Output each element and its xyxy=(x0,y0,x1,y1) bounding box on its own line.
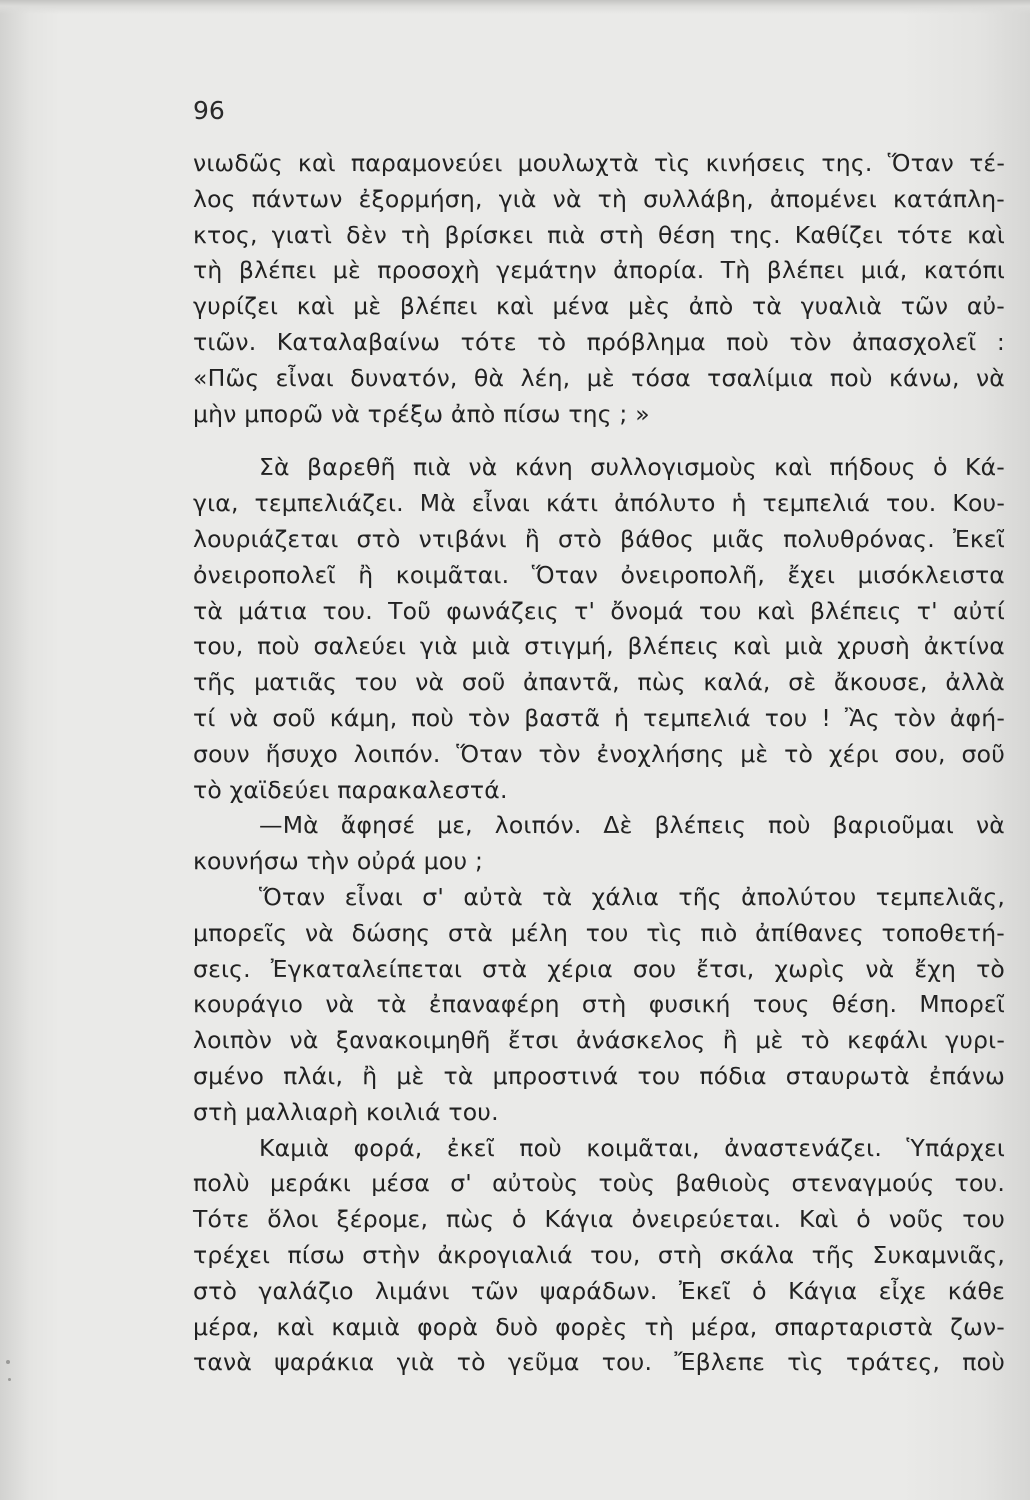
scan-fleck xyxy=(6,1360,10,1364)
text-line: γυρίζει καὶ μὲ βλέπει καὶ μένα μὲς ἀπὸ τὰ γυαλιὰ τῶν αὐ- xyxy=(193,292,1005,321)
text-line: σουν ἥσυχο λοιπόν. Ὅταν τὸν ἐνοχλήσης μὲ τὸ χέρι σου, σοῦ xyxy=(193,739,1005,768)
text-line: τὰ μάτια του. Τοῦ φωνάζεις τ' ὄνομά του καὶ βλέπεις τ' αὐτί xyxy=(193,596,1005,625)
text-line: τὴ βλέπει μὲ προσοχὴ γεμάτην ἀπορία. Τὴ βλέπει μιά, κατόπι xyxy=(193,256,1005,285)
text-line: μπορεῖς νὰ δώσης στὰ μέλη του τὶς πιὸ ἀπίθανες τοποθετή- xyxy=(193,918,1005,947)
text-line: για, τεμπελιάζει. Μὰ εἶναι κάτι ἀπόλυτο ἡ τεμπελιά του. Κου- xyxy=(193,489,1005,518)
text-line: σεις. Ἐγκαταλείπεται στὰ χέρια σου ἔτσι, χωρὶς νὰ ἔχη τὸ xyxy=(193,954,1005,983)
body-text xyxy=(193,146,1005,1381)
text-line: του, ποὺ σαλεύει γιὰ μιὰ στιγμή, βλέπεις καὶ μιὰ χρυσὴ ἀκτίνα xyxy=(193,632,1005,661)
text-line: νιωδῶς καὶ παραμονεύει μουλωχτὰ τὶς κινήσεις της. Ὅταν τέ- xyxy=(193,149,1005,177)
paragraph xyxy=(193,146,1005,432)
text-line: μὴν μπορῶ νὰ τρέξω ἀπὸ πίσω της ; » xyxy=(193,399,650,428)
text-line: τρέχει πίσω στὴν ἀκρογιαλιά του, στὴ σκάλα τῆς Συκαμνιᾶς, xyxy=(193,1240,1005,1269)
text-line: στὴ μαλλιαρὴ κοιλιά του. xyxy=(193,1097,499,1126)
scan-top-edge xyxy=(0,0,1030,14)
text-line: ὀνειροπολεῖ ἢ κοιμᾶται. Ὅταν ὀνειροπολῆ, ἔχει μισόκλειστα xyxy=(193,560,1005,589)
text-line: πολὺ μεράκι μέσα σ' αὐτοὺς τοὺς βαθιοὺς στεναγμούς του. xyxy=(193,1169,1005,1198)
page-number: 96 xyxy=(193,96,225,125)
dialogue-paragraph xyxy=(193,808,1005,880)
text-line: κουνήσω τὴν οὐρά μου ; xyxy=(193,847,484,876)
text-line: σμένο πλάι, ἢ μὲ τὰ μπροστινά του πόδια σταυρωτὰ ἐπάνω xyxy=(193,1061,1005,1090)
text-line: Σὰ βαρεθῆ πιὰ νὰ κάνη συλλογισμοὺς καὶ πήδους ὁ Κά- xyxy=(259,453,1005,482)
text-line: λος πάντων ἐξορμήση, γιὰ νὰ τὴ συλλάβη, ἀπομένει κατάπλη- xyxy=(193,184,1005,213)
text-line: λοιπὸν νὰ ξανακοιμηθῆ ἔτσι ἀνάσκελος ἢ μὲ τὸ κεφάλι γυρι- xyxy=(193,1026,1005,1055)
text-line: μέρα, καὶ καμιὰ φορὰ δυὸ φορὲς τὴ μέρα, σπαρταριστὰ ζων- xyxy=(193,1312,1005,1341)
text-line: Ὅταν εἶναι σ' αὐτὰ τὰ χάλια τῆς ἀπολύτου τεμπελιᾶς, xyxy=(259,882,1005,911)
scan-fleck xyxy=(8,1378,11,1381)
text-line: τανὰ ψαράκια γιὰ τὸ γεῦμα του. Ἔβλεπε τὶς τράτες, ποὺ xyxy=(193,1348,1005,1377)
text-line: τί νὰ σοῦ κάμη, ποὺ τὸν βαστᾶ ἡ τεμπελιά του ! Ἂς τὸν ἀφή- xyxy=(193,703,1005,732)
paragraph-gap xyxy=(193,432,1005,450)
text-line: τῆς ματιᾶς του νὰ σοῦ ἀπαντᾶ, πὼς καλά, σὲ ἄκουσε, ἀλλὰ xyxy=(193,668,1005,697)
text-line: κουράγιο νὰ τὰ ἐπαναφέρη στὴ φυσική τους θέση. Μπορεῖ xyxy=(193,990,1005,1019)
text-line: λουριάζεται στὸ ντιβάνι ἢ στὸ βάθος μιᾶς πολυθρόνας. Ἐκεῖ xyxy=(193,524,1005,553)
text-line: στὸ γαλάζιο λιμάνι τῶν ψαράδων. Ἐκεῖ ὁ Κάγια εἶχε κάθε xyxy=(193,1276,1005,1305)
text-line: κτος, γιατὶ δὲν τὴ βρίσκει πιὰ στὴ θέση της. Καθίζει τότε καὶ xyxy=(193,220,1005,249)
text-line: τιῶν. Καταλαβαίνω τότε τὸ πρόβλημα ποὺ τὸν ἀπασχολεῖ : xyxy=(193,327,1005,356)
text-line: Καμιὰ φορά, ἐκεῖ ποὺ κοιμᾶται, ἀναστενάζει. Ὑπάρχει xyxy=(259,1133,1005,1162)
text-line: «Πῶς εἶναι δυνατόν, θὰ λέη, μὲ τόσα τσαλίμια ποὺ κάνω, νὰ xyxy=(193,363,1005,392)
paragraph xyxy=(193,880,1005,1131)
text-line: τὸ χαϊδεύει παρακαλεστά. xyxy=(193,775,508,804)
text-line: Τότε ὅλοι ξέρομε, πὼς ὁ Κάγια ὀνειρεύεται. Καὶ ὁ νοῦς του xyxy=(193,1205,1005,1234)
paragraph xyxy=(193,1131,1005,1382)
paragraph xyxy=(193,450,1005,808)
text-line: —Μὰ ἄφησέ με, λοιπόν. Δὲ βλέπεις ποὺ βαριοῦμαι νὰ xyxy=(259,811,1005,840)
